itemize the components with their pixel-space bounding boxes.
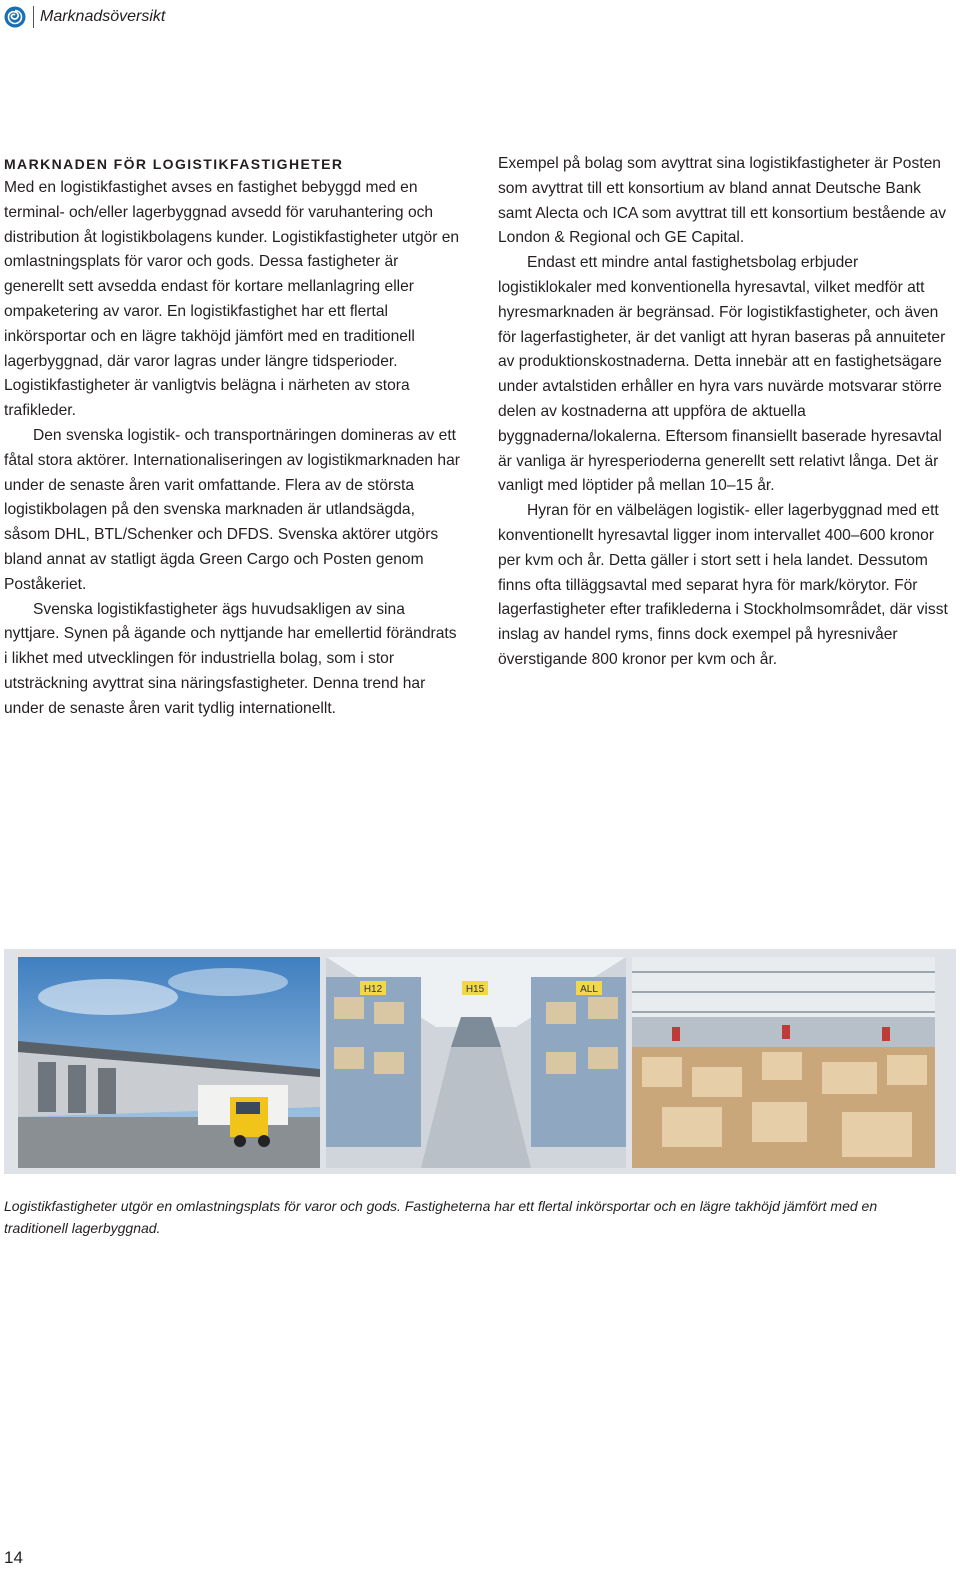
photo-caption: Logistikfastigheter utgör en omlastningsplats för varor och gods. Fastigheterna har ett flertal inkörsportar och en lägre takhöjd jämfört med en traditionell lagerbyggnad. [4, 1198, 878, 1236]
paragraph: Med en logistikfastighet avses en fastighet bebyggd med en terminal- och/eller lagerbyggnad avsedd för varuhantering och distribution åt logistikbolagens kunder. Logistikfastigheter utgör en omlastningsplats för varor och gods. Dessa fastigheter är generellt sett avsedda endast för kortare mellanlagring eller ompaketering av varor. En logistikfastighet har ett flertal inkörsportar och en lägre takhöjd jämfört med en traditionell lagerbyggnad, där varor lagras under längre tidsperioder. Logistikfastigheter är vanligtvis belägna i närheten av stora trafikleder. [4, 179, 460, 420]
photo-warehouse-boxes [632, 957, 935, 1168]
spiral-logo-icon [4, 6, 26, 28]
shelf-label: H15 [465, 984, 485, 995]
paragraph: Endast ett mindre antal fastighetsbolag erbjuder logistiklokaler med konventionella hyresavtal, vilket medför att hyresmarknaden är begränsad. För logistikfastigheter, och även för lagerfastigheter, är det vanligt att hyran baseras på annuiteter av produktionskostnaderna. Detta innebär att en fastighetsägare under avtalstiden erhåller en hyra vars nuvärde motsvarar större delen av kostnaderna att uppföra de aktuella byggnaderna/lokalerna. Eftersom finansiellt baserade hyresavtal är vanliga är hyresperioderna generellt sett relativt långa. Det är vanligt med löptider på mellan 10–15 år. [498, 254, 946, 495]
right-column [498, 152, 956, 673]
paragraph: Hyran för en välbelägen logistik- eller lagerbyggnad med ett konventionellt hyresavtal ligger inom intervallet 400–600 kronor per kvm och år. Detta gäller i stort sett i hela landet. Dessutom finns ofta tilläggsavtal med separat hyra för mark/körytor. För lagerfastigheter efter trafiklederna i Stockholmsområdet, där visst inslag av handel ryms, finns dock exempel på hyresnivåer överstigande 800 kronor per kvm och år. [498, 502, 948, 668]
paragraph: Svenska logistikfastigheter ägs huvudsakligen av sina nyttjare. Synen på ägande och nyttjande har emellertid förändrats i likhet med utvecklingen för industriella bolag, som i stor utsträckning avyttrat sina näringsfastigheter. Denna trend har under de senaste åren varit tydlig internationellt. [4, 600, 457, 717]
shelf-label: ALL [580, 984, 598, 995]
photo-strip [4, 949, 956, 1174]
page-header [4, 4, 165, 30]
left-column [4, 152, 460, 722]
section-title: Marknadsöversikt [40, 8, 166, 25]
photo-truck-loading-dock [18, 957, 320, 1168]
section-heading: MARKNADEN FÖR LOGISTIKFASTIGHETER [4, 156, 344, 172]
paragraph: Den svenska logistik- och transportnäringen domineras av ett fåtal stora aktörer. Internationaliseringen av logistikmarknaden har under de senaste åren varit omfattande. Flera av de största logistikbolagen på den svenska marknaden är utlandsägda, såsom DHL, BTL/Schenker och DFDS. Svenska aktörer utgörs bland annat av statligt ägda Green Cargo och Posten genom Poståkeriet. [4, 426, 460, 593]
shelf-label: H12 [363, 984, 383, 995]
photo-warehouse-shelves [326, 957, 626, 1168]
page-number: 14 [4, 1548, 23, 1567]
paragraph: Exempel på bolag som avyttrat sina logistikfastigheter är Posten som avyttrat till ett konsortium av bland annat Deutsche Bank samt Alecta och ICA som avyttrat till ett konsortium bestående av London & Regional och GE Capital. [498, 155, 947, 247]
header-divider [33, 6, 34, 28]
